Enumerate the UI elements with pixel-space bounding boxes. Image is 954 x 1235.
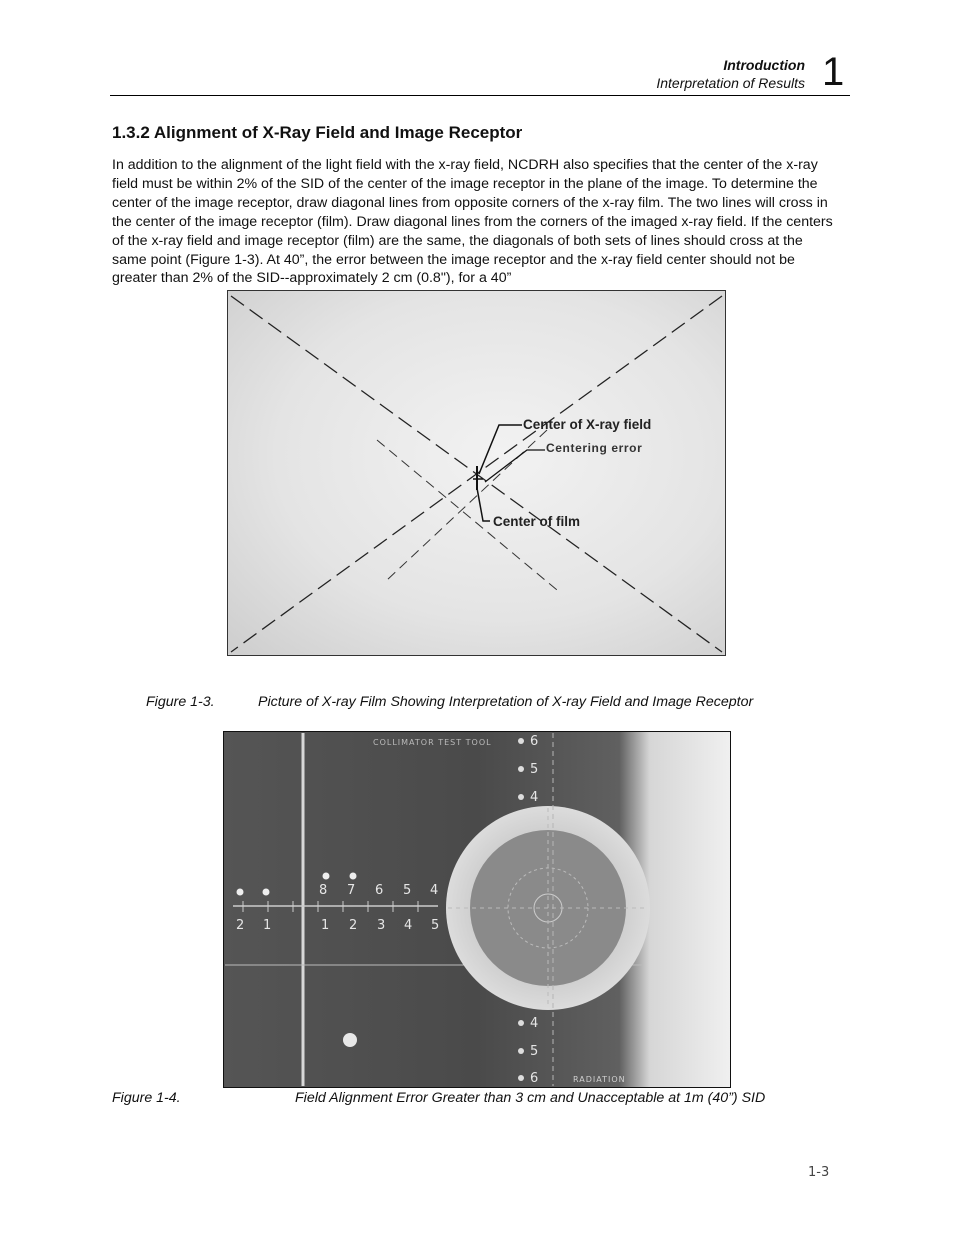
label-film-center: Center of film xyxy=(493,514,581,529)
marker-bottom-1: 1 xyxy=(263,918,272,933)
figure-1-3-caption-text: Picture of X-ray Film Showing Interpretation of X-ray Field and Image Receptor xyxy=(258,694,754,710)
section-title: 1.3.2 Alignment of X-Ray Field and Image Receptor xyxy=(112,123,523,142)
marker-bottom-4: 3 xyxy=(377,918,386,933)
header-rule xyxy=(110,95,850,96)
vmarker-top-0: 6 xyxy=(530,734,539,749)
label-xray-field-center: Center of X-ray field xyxy=(523,417,652,432)
label-centering-error: Centering error xyxy=(546,441,643,455)
figure-1-3-caption-number: Figure 1-3. xyxy=(146,694,215,710)
marker-bottom-3: 2 xyxy=(349,918,358,933)
marker-bottom-0: 2 xyxy=(236,918,245,933)
vmarker-bottom-0: 4 xyxy=(530,1016,539,1031)
marker-top-2: 6 xyxy=(375,883,384,898)
figure-1-4-image xyxy=(223,731,731,1088)
vmarker-top-2: 4 xyxy=(530,790,539,805)
radiation-label: RADIATION xyxy=(573,1075,626,1084)
marker-bottom-6: 5 xyxy=(431,918,440,933)
marker-bottom-5: 4 xyxy=(404,918,413,933)
header-section: Interpretation of Results xyxy=(656,75,805,91)
vmarker-bottom-2: 6 xyxy=(530,1071,539,1086)
marker-bottom-2: 1 xyxy=(321,918,330,933)
marker-top-4: 4 xyxy=(430,883,439,898)
header-chapter: Introduction xyxy=(723,57,805,73)
body-paragraph: In addition to the alignment of the light field with the x-ray field, NCDRH also specifies that the center of the x-ray field must be within 2% of the SID of the center of the image receptor in the plane of the image. To determine the center of the image receptor, draw diagonal lines from opposite corners of the x-ray film. The two lines will cross in the center of the image receptor (film). Draw diagonal lines from the corners of the imaged x-ray field. If the centers of the x-ray field and image receptor (film) are the same, the diagonals of both sets of lines should cross at the same point (Figure 1-3). At 40”, the error between the image receptor and the x-ray field center should not be greater than 2% of the SID--approximately 2 cm (0.8"), for a 40” xyxy=(112,157,833,287)
page-number: 1-3 xyxy=(808,1165,830,1180)
chapter-number: 1 xyxy=(822,50,845,94)
figure-1-4-caption-number: Figure 1-4. xyxy=(112,1090,181,1106)
vmarker-bottom-1: 5 xyxy=(530,1044,539,1059)
running-header xyxy=(656,56,805,92)
marker-top-0: 8 xyxy=(319,883,328,898)
marker-top-1: 7 xyxy=(347,883,356,898)
test-tool-label: COLLIMATOR TEST TOOL xyxy=(373,738,492,747)
marker-top-3: 5 xyxy=(403,883,412,898)
figure-1-4-caption-text: Field Alignment Error Greater than 3 cm and Unacceptable at 1m (40”) SID xyxy=(295,1090,766,1106)
vmarker-top-1: 5 xyxy=(530,762,539,777)
figure-1-3-image xyxy=(227,290,726,656)
